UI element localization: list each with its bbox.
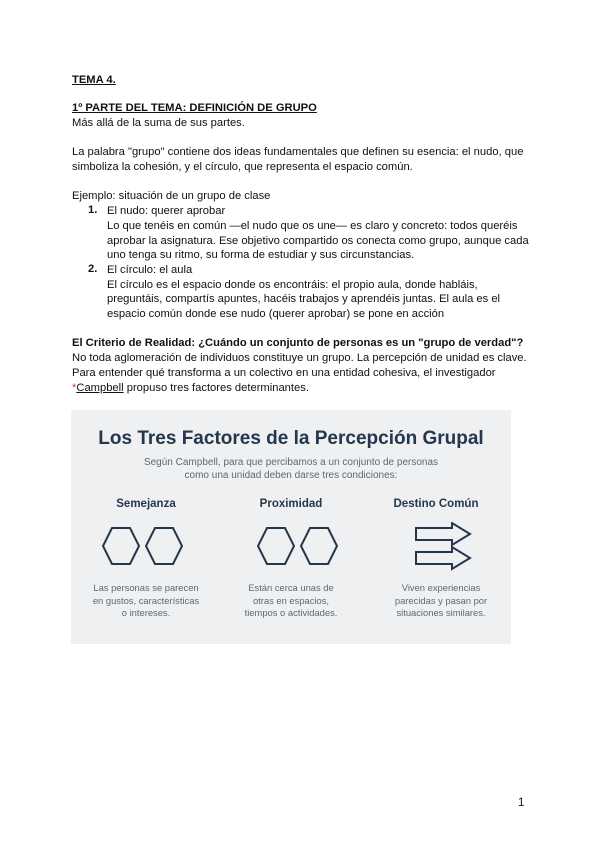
description-line: Las personas se parecen: [93, 582, 199, 593]
page-number: 1: [518, 797, 525, 809]
factor-heading-destino-comun: Destino Común: [393, 498, 479, 510]
factor-description-semejanza: [81, 582, 211, 620]
description-line: situaciones similares.: [396, 607, 486, 618]
factor-heading-proximidad: Proximidad: [259, 498, 323, 510]
criterion-paragraph-line-2: Para entender qué transforma a un colectivo en una entidad cohesiva, el investigador: [72, 367, 496, 379]
intro-paragraph-line-1: La palabra "grupo" contiene dos ideas fundamentales que definen su esencia: el nudo, que: [72, 146, 524, 158]
description-line: parecidas y pasan por: [394, 594, 488, 606]
list-item-title: El círculo: el aula: [107, 264, 193, 276]
criterion-paragraph-line-1: No toda aglomeración de individuos constituye un grupo. La percepción de unidad es clave.: [72, 352, 527, 364]
description-line: Viven experiencias: [401, 582, 481, 593]
criterion-paragraph-tail: propuso tres factores determinantes.: [123, 382, 309, 394]
two-hexagons-icon: [256, 526, 346, 566]
description-line: otras en espacios,: [252, 594, 330, 606]
list-item-text-line: preguntáis, compartís apuntes, hacéis trabajos y aprendéis juntas. El aula es el: [107, 293, 501, 305]
description-line: o intereses.: [121, 607, 171, 618]
campbell-link[interactable]: Campbell: [76, 382, 124, 394]
list-item-text-line: El círculo es el espacio donde os encontráis: el propio aula, donde habláis,: [107, 279, 478, 291]
list-item-number: 2.: [88, 263, 98, 275]
three-factors-figure: [71, 410, 511, 644]
footnote-asterisk: *: [72, 382, 77, 394]
list-item-number: 1.: [88, 204, 98, 216]
list-item-text-line: uno tenga su ritmo, su forma de estudiar y sus circunstancias.: [107, 249, 415, 261]
figure-subtitle-line: Según Campbell, para que percibamos a un conjunto de personas: [143, 457, 439, 468]
section-subtitle: Más allá de la suma de sus partes.: [72, 117, 245, 129]
double-arrow-icon: [414, 522, 474, 574]
factor-description-proximidad: [226, 582, 356, 620]
list-item-text-line: Lo que tenéis en común —el nudo que os une— es claro y concreto: todos queréis: [107, 220, 518, 232]
list-item-text-line: aprobar la asignatura. Ese objetivo compartido os conecta como grupo, aunque cada: [107, 235, 529, 247]
criterion-title: El Criterio de Realidad: ¿Cuándo un conjunto de personas es un "grupo de verdad"?: [72, 337, 524, 349]
description-line: Están cerca unas de: [248, 582, 334, 593]
intro-paragraph-line-2: simboliza la cohesión, y el círculo, que representa el espacio común.: [72, 161, 413, 173]
description-line: tiempos o actividades.: [244, 607, 338, 618]
figure-subtitle-line: como una unidad deben darse tres condiciones:: [184, 470, 398, 481]
list-item-text-line: espacio común donde ese nudo (querer aprobar) se pone en acción: [107, 308, 445, 320]
factor-heading-semejanza: Semejanza: [116, 498, 176, 510]
list-item-title: El nudo: querer aprobar: [107, 205, 226, 217]
doc-heading: TEMA 4.: [72, 74, 116, 86]
section-title: 1º PARTE DEL TEMA: DEFINICIÓN DE GRUPO: [72, 102, 317, 114]
criterion-paragraph-line-3: [72, 381, 309, 396]
factor-description-destino-comun: [376, 582, 506, 620]
two-hexagons-icon: [101, 526, 191, 566]
figure-title: Los Tres Factores de la Percepción Grupal: [98, 428, 484, 449]
example-intro: Ejemplo: situación de un grupo de clase: [72, 190, 271, 202]
description-line: en gustos, características: [92, 594, 200, 606]
